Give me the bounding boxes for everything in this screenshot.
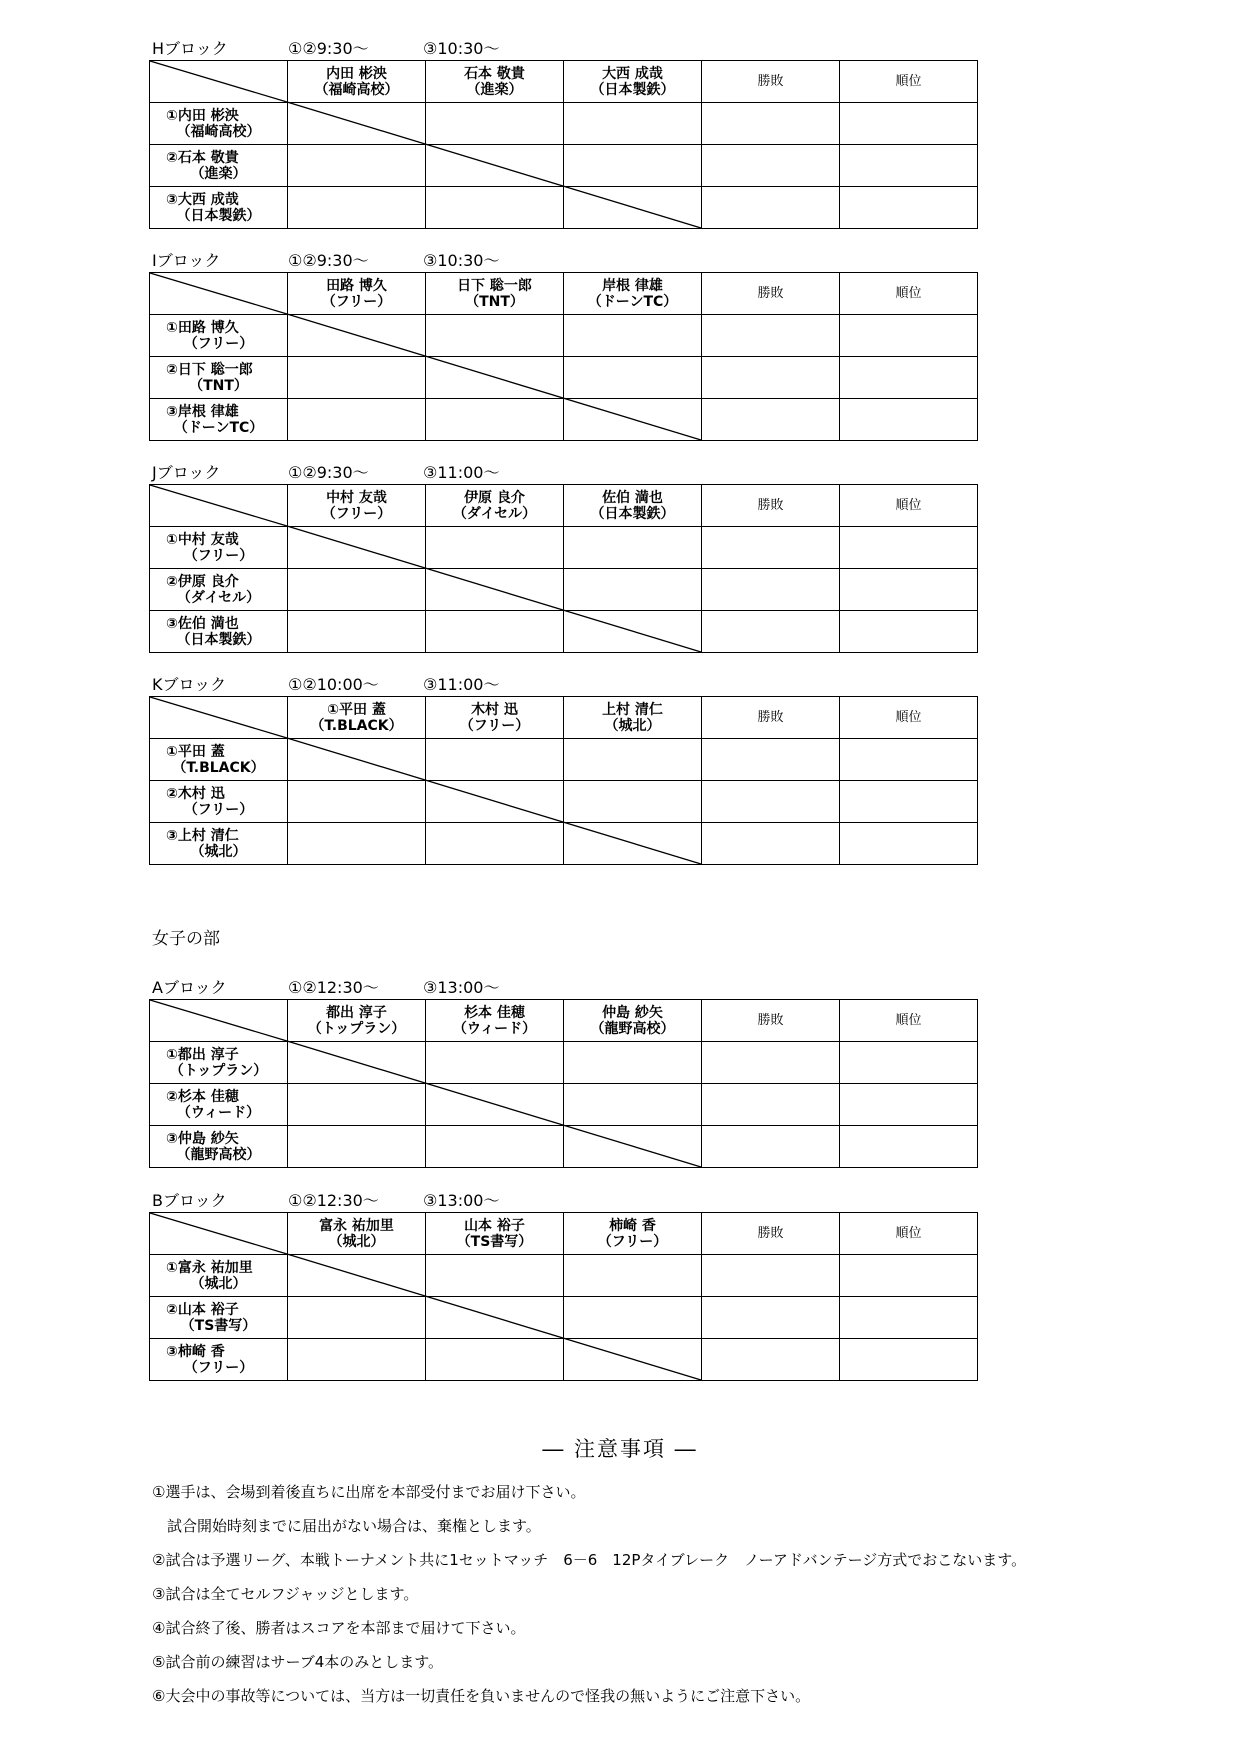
player-team: （TNT） [189,377,248,394]
player-team: （フリー） [183,801,254,818]
player-team: （フリー） [183,335,254,352]
player-name: 山本 裕子 [464,1217,525,1234]
row-player-cell [150,569,288,611]
score-cell [840,569,978,611]
score-cell [288,1084,426,1126]
player-team: （ドーンTC） [587,293,678,310]
player-team: （ダイセル） [452,505,537,522]
table-row [150,399,978,441]
corner-cell [150,273,288,315]
score-cell [426,1084,564,1126]
player-name: 石本 敬貴 [464,65,525,82]
score-cell [288,611,426,653]
score-cell [288,357,426,399]
score-cell [840,145,978,187]
rank-header: 順位 [840,61,978,103]
score-cell [702,315,840,357]
score-cell [564,357,702,399]
player-team: （福崎高校） [314,81,399,98]
player-team: （ダイセル） [176,589,261,606]
player-team: （城北） [190,843,247,860]
notice-item: 試合開始時刻までに届出がない場合は、棄権とします。 [152,1517,541,1535]
notice-list [152,1482,1026,1720]
score-cell [840,315,978,357]
row-player-cell [150,145,288,187]
player-team: （TS書写） [456,1233,533,1250]
player-team: （T.BLACK） [172,759,265,776]
player-name: ①中村 友哉 [166,531,239,548]
score-cell [288,315,426,357]
block-name: Jブロック [152,463,221,482]
block-header [149,38,977,60]
corner-cell [150,1000,288,1042]
player-team: （城北） [190,1275,247,1292]
table-row [150,527,978,569]
score-cell [702,611,840,653]
table-header-row [150,485,978,527]
score-cell [426,103,564,145]
result-header: 勝敗 [702,485,840,527]
round-robin-table [149,60,978,229]
player-team: （福崎高校） [176,123,261,140]
block-3 [149,674,977,865]
table-row [150,1297,978,1339]
score-cell [702,823,840,865]
block-header [149,1190,977,1212]
player-name: ②伊原 良介 [166,573,239,590]
score-cell [564,823,702,865]
player-name: 柿崎 香 [609,1217,656,1234]
rank-header: 順位 [840,1000,978,1042]
score-cell [702,1126,840,1168]
score-cell [840,357,978,399]
player-team: （フリー） [183,1359,254,1376]
player-name: 田路 博久 [326,277,387,294]
player-name: ②木村 迅 [166,785,225,802]
column-player-cell [288,273,426,315]
block-2 [149,462,977,653]
block-time-second: ③10:30～ [423,39,500,58]
notice-item: ⑥大会中の事故等については、当方は一切責任を負いませんので怪我の無いようにご注意下さい。 [152,1687,811,1705]
player-name: ①平田 蓋 [166,743,225,760]
player-name: 木村 迅 [471,701,518,718]
player-team: （日本製鉄） [590,81,675,98]
block-time-first: ①②9:30～ [288,251,369,270]
table-header-row [150,1213,978,1255]
player-name: ②山本 裕子 [166,1301,239,1318]
score-cell [288,823,426,865]
table-header-row [150,1000,978,1042]
column-player-cell [426,273,564,315]
player-name: ③佐伯 満也 [166,615,239,632]
round-robin-table [149,484,978,653]
table-row [150,145,978,187]
score-cell [426,315,564,357]
score-cell [288,399,426,441]
rank-header: 順位 [840,1213,978,1255]
round-robin-table [149,696,978,865]
score-cell [564,611,702,653]
player-team: （フリー） [321,293,392,310]
player-team: （日本製鉄） [176,207,261,224]
score-cell [702,399,840,441]
result-header: 勝敗 [702,273,840,315]
score-cell [426,1255,564,1297]
player-team: （ドーンTC） [173,419,264,436]
block-4 [149,977,977,1168]
score-cell [564,1126,702,1168]
corner-cell [150,1213,288,1255]
row-player-cell [150,399,288,441]
score-cell [288,739,426,781]
score-cell [702,1042,840,1084]
notice-item: ③試合は全てセルフジャッジとします。 [152,1585,419,1603]
column-player-cell [564,273,702,315]
score-cell [426,1126,564,1168]
block-time-first: ①②9:30～ [288,463,369,482]
score-cell [288,1126,426,1168]
score-cell [564,1084,702,1126]
player-team: （進楽） [190,165,247,182]
score-cell [288,569,426,611]
player-team: （龍野高校） [176,1146,261,1163]
score-cell [840,1255,978,1297]
player-team: （日本製鉄） [176,631,261,648]
player-name: 上村 清仁 [602,701,663,718]
column-player-cell [426,61,564,103]
score-cell [288,187,426,229]
rank-header: 順位 [840,273,978,315]
player-name: ①平田 蓋 [327,701,386,718]
score-cell [840,739,978,781]
player-name: 岸根 律雄 [602,277,663,294]
score-cell [426,357,564,399]
table-header-row [150,61,978,103]
player-name: 日下 聡一郎 [457,277,532,294]
score-cell [702,569,840,611]
score-cell [840,527,978,569]
player-name: ③柿崎 香 [166,1343,225,1360]
block-header [149,977,977,999]
block-5 [149,1190,977,1381]
table-row [150,1255,978,1297]
player-team: （進楽） [466,81,523,98]
notice-item: ⑤試合前の練習はサーブ4本のみとします。 [152,1653,444,1671]
result-header: 勝敗 [702,697,840,739]
row-player-cell [150,1339,288,1381]
block-time-second: ③11:00～ [423,675,500,694]
column-player-cell [288,61,426,103]
column-player-cell [564,1000,702,1042]
table-row [150,1126,978,1168]
score-cell [840,611,978,653]
table-row [150,611,978,653]
row-player-cell [150,1255,288,1297]
corner-cell [150,61,288,103]
player-name: ①内田 彬泱 [166,107,239,124]
table-row [150,103,978,145]
block-1 [149,250,977,441]
block-time-first: ①②10:00～ [288,675,379,694]
player-name: 杉本 佳穂 [464,1004,525,1021]
score-cell [426,1339,564,1381]
score-cell [564,781,702,823]
score-cell [840,1297,978,1339]
result-header: 勝敗 [702,61,840,103]
score-cell [564,569,702,611]
block-header [149,250,977,272]
block-time-second: ③13:00～ [423,1191,500,1210]
row-player-cell [150,823,288,865]
round-robin-table [149,272,978,441]
block-time-second: ③11:00～ [423,463,500,482]
column-player-cell [426,485,564,527]
score-cell [702,527,840,569]
player-name: ③仲島 紗矢 [166,1130,239,1147]
notice-title: ― 注意事項 ― [542,1437,698,1461]
score-cell [426,1042,564,1084]
row-player-cell [150,315,288,357]
table-row [150,781,978,823]
score-cell [840,1042,978,1084]
table-row [150,315,978,357]
player-name: 仲島 紗矢 [602,1004,663,1021]
round-robin-table [149,1212,978,1381]
player-team: （フリー） [597,1233,668,1250]
player-name: 大西 成哉 [602,65,663,82]
block-name: Hブロック [152,39,228,58]
score-cell [426,823,564,865]
score-cell [426,399,564,441]
score-cell [564,399,702,441]
score-cell [702,739,840,781]
score-cell [840,1084,978,1126]
block-time-second: ③13:00～ [423,978,500,997]
score-cell [564,527,702,569]
player-name: ①田路 博久 [166,319,239,336]
row-player-cell [150,1126,288,1168]
player-team: （日本製鉄） [590,505,675,522]
score-cell [840,187,978,229]
row-player-cell [150,1042,288,1084]
table-header-row [150,273,978,315]
score-cell [564,315,702,357]
score-cell [840,823,978,865]
result-header: 勝敗 [702,1213,840,1255]
score-cell [288,145,426,187]
table-header-row [150,697,978,739]
score-cell [702,103,840,145]
player-team: （城北） [328,1233,385,1250]
round-robin-table [149,999,978,1168]
column-player-cell [288,485,426,527]
score-cell [564,1042,702,1084]
score-cell [288,1042,426,1084]
player-name: 富永 祐加里 [319,1217,394,1234]
player-name: ①都出 淳子 [166,1046,239,1063]
player-name: 都出 淳子 [326,1004,387,1021]
rank-header: 順位 [840,485,978,527]
player-team: （フリー） [321,505,392,522]
block-header [149,674,977,696]
score-cell [288,1255,426,1297]
score-cell [564,145,702,187]
table-row [150,1339,978,1381]
row-player-cell [150,781,288,823]
column-player-cell [564,485,702,527]
notice-item: ④試合終了後、勝者はスコアを本部まで届けて下さい。 [152,1619,526,1637]
block-time-first: ①②12:30～ [288,978,379,997]
table-row [150,187,978,229]
player-team: （トップラン） [307,1020,406,1037]
score-cell [840,1339,978,1381]
block-time-first: ①②12:30～ [288,1191,379,1210]
row-player-cell [150,1084,288,1126]
score-cell [564,1339,702,1381]
player-team: （龍野高校） [590,1020,675,1037]
player-name: ③上村 清仁 [166,827,239,844]
score-cell [426,1297,564,1339]
score-cell [702,1084,840,1126]
player-name: ②杉本 佳穂 [166,1088,239,1105]
player-team: （ウィード） [452,1020,537,1037]
player-team: （TNT） [465,293,524,310]
table-row [150,1042,978,1084]
score-cell [564,739,702,781]
block-0 [149,38,977,229]
player-team: （フリー） [459,717,530,734]
score-cell [702,781,840,823]
score-cell [288,1297,426,1339]
block-header [149,462,977,484]
column-player-cell [564,697,702,739]
player-name: ②石本 敬貴 [166,149,239,166]
block-name: Aブロック [152,978,227,997]
player-team: （トップラン） [169,1062,268,1079]
score-cell [564,1297,702,1339]
table-row [150,823,978,865]
player-team: （城北） [604,717,661,734]
column-player-cell [426,697,564,739]
block-name: Kブロック [152,675,227,694]
player-team: （TS書写） [180,1317,257,1334]
table-row [150,357,978,399]
score-cell [840,399,978,441]
column-player-cell [288,697,426,739]
score-cell [288,781,426,823]
player-name: 佐伯 満也 [602,489,663,506]
row-player-cell [150,357,288,399]
column-player-cell [288,1213,426,1255]
block-time-second: ③10:30～ [423,251,500,270]
block-time-first: ①②9:30～ [288,39,369,58]
score-cell [288,103,426,145]
score-cell [564,187,702,229]
score-cell [426,187,564,229]
row-player-cell [150,1297,288,1339]
notice-item: ①選手は、会場到着後直ちに出席を本部受付までお届け下さい。 [152,1483,586,1501]
score-cell [426,781,564,823]
rank-header: 順位 [840,697,978,739]
player-team: （ウィード） [176,1104,261,1121]
player-name: ③大西 成哉 [166,191,239,208]
player-name: ③岸根 律雄 [166,403,239,420]
score-cell [840,1126,978,1168]
score-cell [426,145,564,187]
player-name: 伊原 良介 [464,489,525,506]
player-team: （T.BLACK） [310,717,403,734]
player-name: ①富永 祐加里 [166,1259,253,1276]
table-row [150,569,978,611]
score-cell [564,1255,702,1297]
notice-item: ②試合は予選リーグ、本戦トーナメント共に1セットマッチ 6－6 12Pタイブレーク ノーアドバンテージ方式でおこないます。 [152,1551,1027,1569]
row-player-cell [150,527,288,569]
score-cell [702,1255,840,1297]
score-cell [702,145,840,187]
player-name: 内田 彬泱 [326,65,387,82]
row-player-cell [150,611,288,653]
table-row [150,1084,978,1126]
score-cell [840,103,978,145]
table-row [150,739,978,781]
player-team: （フリー） [183,547,254,564]
score-cell [288,1339,426,1381]
column-player-cell [426,1213,564,1255]
score-cell [702,357,840,399]
score-cell [426,739,564,781]
score-cell [702,187,840,229]
score-cell [426,611,564,653]
score-cell [564,103,702,145]
column-player-cell [426,1000,564,1042]
corner-cell [150,697,288,739]
column-player-cell [288,1000,426,1042]
block-name: Iブロック [152,251,221,270]
column-player-cell [564,61,702,103]
score-cell [426,527,564,569]
score-cell [288,527,426,569]
result-header: 勝敗 [702,1000,840,1042]
corner-cell [150,485,288,527]
score-cell [426,569,564,611]
score-cell [840,781,978,823]
row-player-cell [150,187,288,229]
score-cell [702,1297,840,1339]
women-section-title: 女子の部 [152,929,220,949]
player-name: ②日下 聡一郎 [166,361,253,378]
block-name: Bブロック [152,1191,227,1210]
row-player-cell [150,103,288,145]
score-cell [702,1339,840,1381]
row-player-cell [150,739,288,781]
column-player-cell [564,1213,702,1255]
player-name: 中村 友哉 [326,489,387,506]
